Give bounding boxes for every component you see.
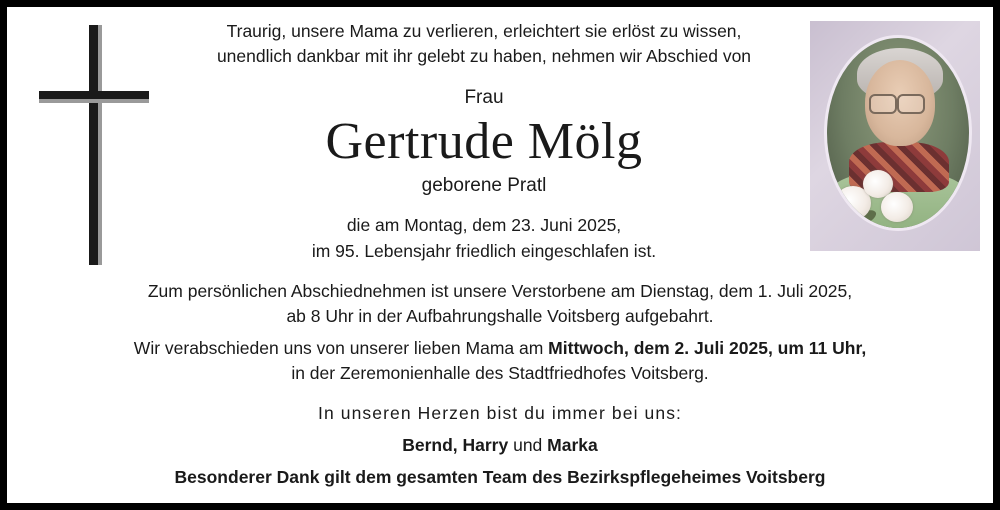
salutation: Frau	[464, 86, 504, 108]
thanks-line: Besonderer Dank gilt dem gesamten Team des Bezirkspflegeheimes Voitsberg	[174, 467, 826, 487]
farewell-line-1	[31, 336, 969, 361]
viewing-line-1: Zum persönlichen Abschiednehmen ist unsere Verstorbene am Dienstag, dem 1. Juli 2025,	[147, 281, 853, 301]
cross-vertical-bar	[89, 25, 98, 265]
survivors-part-2: Marka	[547, 435, 598, 455]
survivors-part-1: Bernd, Harry	[402, 435, 509, 455]
death-date-line-2: im 95. Lebensjahr friedlich eingeschlafen ist.	[311, 240, 657, 261]
death-date-line-1: die am Montag, dem 23. Juni 2025,	[346, 215, 622, 236]
viewing-line-2: ab 8 Uhr in der Aufbahrungshalle Voitsberg aufgebahrt.	[286, 306, 714, 327]
maiden-name: geborene Pratl	[421, 175, 547, 197]
farewell-prefix: Wir verabschieden uns von unserer lieben Mama am	[133, 338, 549, 358]
deceased-name: Gertrude Mölg	[325, 112, 643, 170]
survivors-line	[31, 435, 969, 456]
portrait-photo	[824, 35, 972, 231]
cross-vertical-shadow	[98, 25, 102, 265]
cross-horizontal-shadow	[39, 99, 149, 103]
cross-horizontal-bar	[39, 91, 149, 99]
intro-line-1: Traurig, unsere Mama zu verlieren, erleichtert sie erlöst zu wissen,	[226, 21, 742, 41]
portrait-glasses-right	[897, 94, 925, 114]
farewell-datetime: Mittwoch, dem 2. Juli 2025, um 11 Uhr,	[548, 338, 867, 358]
portrait-frame	[810, 21, 980, 251]
flower-bloom	[881, 192, 913, 222]
main-text-column	[167, 19, 801, 264]
farewell-line-2: in der Zeremonienhalle des Stadtfriedhofes Voitsberg.	[291, 363, 709, 384]
cross-icon	[25, 17, 165, 267]
farewell-paragraph	[31, 336, 969, 387]
memory-line: In unseren Herzen bist du immer bei uns:	[317, 403, 682, 423]
notice-inner	[7, 7, 993, 503]
viewing-paragraph	[31, 279, 969, 330]
survivors-conjunction: und	[508, 435, 548, 455]
portrait-flowers	[833, 162, 919, 224]
portrait-glasses-left	[869, 94, 897, 114]
intro-line-2: unendlich dankbar mit ihr gelebt zu haben, nehmen wir Abschied von	[216, 45, 752, 66]
